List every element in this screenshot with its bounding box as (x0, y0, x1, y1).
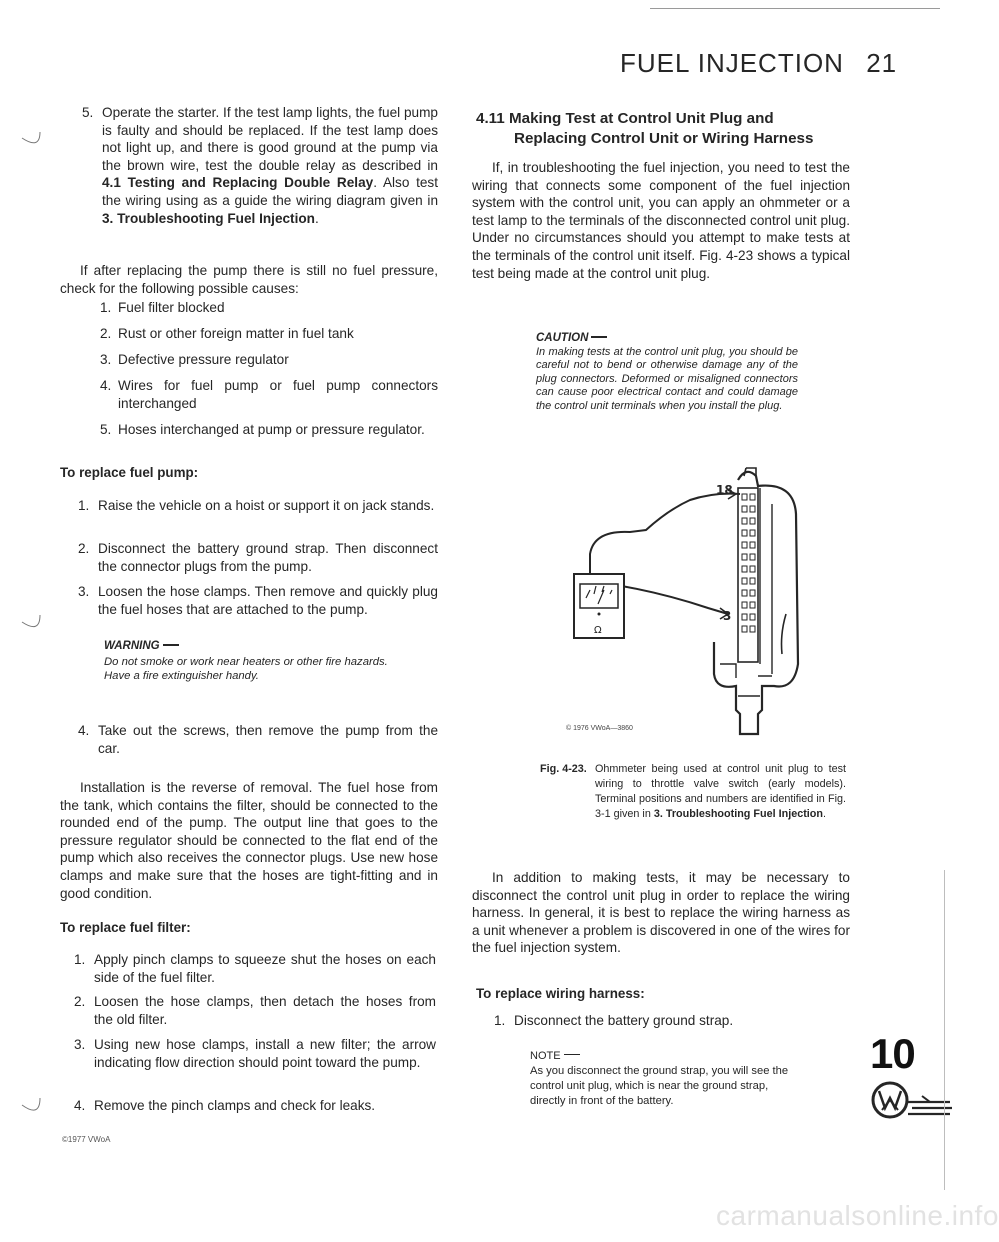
pump-step: 3. Loosen the hose clamps. Then remove and quickly plug the fuel hoses that are attached to the pump. (78, 584, 438, 617)
pump-step: 1. Raise the vehicle on a hoist or support it on jack stands. (78, 498, 435, 513)
margin-marks (0, 0, 60, 1242)
step-5-text-a: Operate the starter. If the test lamp lights, the fuel pump is faulty and should be replaced. If the test lamp does not light up, and there is good ground at the pump via the brown wire, test the double relay as described in (102, 105, 438, 173)
warning-label: WARNING (104, 640, 160, 652)
plug-terminals (742, 494, 755, 632)
figure-caption: Fig. 4-23. Ohmmeter being used at control unit plug to test wiring to throttle valve switch (early models). Terminal positions and numbers are identified in Fig. 3-1 given in 3. Troubleshooting Fuel Injection. (540, 763, 846, 820)
header-rule (650, 8, 940, 9)
replace-harness-heading: To replace wiring harness: (476, 986, 645, 1001)
note-label: NOTE (530, 1050, 561, 1062)
installation-paragraph: Installation is the reverse of removal. The fuel hose from the tank, which contains the filter, should be connected to the rounded end of the pump. The output line that goes to the pressure regulator should be connected to the flat end of the pump which also receives the connector plugs. Use new hose clamps and make sure that the hoses are tight-fitting and in good condition. (60, 780, 438, 901)
lower-connector (720, 664, 772, 696)
watermark: carmanualsonline.info (716, 1200, 999, 1231)
filter-step: 2. Loosen the hose clamps, then detach the hoses from the old filter. (74, 994, 436, 1027)
plug-housing (714, 472, 798, 734)
right-edge-line (944, 870, 945, 1190)
warning-dash (163, 644, 179, 646)
cause-item: 4. Wires for fuel pump or fuel pump connectors interchanged (100, 378, 438, 411)
replace-filter-heading: To replace fuel filter: (60, 920, 191, 935)
test-lead-lower (610, 584, 728, 614)
footer-copyright: ©1977 VWoA (62, 1135, 111, 1144)
section-tab-number: 10 (870, 1030, 915, 1077)
figure-caption-label: Fig. 4-23. (540, 763, 587, 775)
vw-logo-icon (870, 1080, 954, 1126)
page-number: 21 (866, 48, 898, 78)
caution-box (536, 328, 798, 413)
figure-credit: © 1976 VWoA—3860 (566, 725, 633, 732)
section-title-line-2: Replacing Control Unit or Wiring Harness (514, 130, 814, 147)
meter-symbol: Ω (594, 625, 602, 636)
note-box (530, 1046, 802, 1109)
warning-text: Do not smoke or work near heaters or other fire hazards. Have a fire extinguisher handy. (104, 656, 388, 682)
ref-troubleshooting: 3. Troubleshooting Fuel Injection (102, 210, 315, 226)
ref-double-relay: 4.1 Testing and Replacing Double Relay (102, 175, 374, 191)
section-heading (476, 109, 813, 149)
pump-step: 4. Take out the screws, then remove the pump from the car. (78, 723, 438, 756)
filter-step: 3. Using new hose clamps, install a new filter; the arrow indicating flow direction should point toward the pump. (74, 1037, 436, 1070)
step-number: 5. (82, 105, 94, 120)
replace-pump-heading: To replace fuel pump: (60, 465, 199, 480)
figure-4-23 (560, 464, 820, 740)
step-5-paragraph: 5. Operate the starter. If the test lamp lights, the fuel pump is faulty and should be replaced. If the test lamp does not light up, and there is good ground at the pump via the brown wire, test the double relay as described in 4.1 Testing and Replacing Double Relay. Also test the wiring using as a guide the wiring diagram given in 3. Troubleshooting Fuel Injection. (82, 105, 439, 226)
filter-step: 4. Remove the pinch clamps and check for leaks. (74, 1098, 376, 1113)
causes-intro: If after replacing the pump there is still no fuel pressure, check for the following possible causes: (60, 263, 438, 296)
header-title: FUEL INJECTION (620, 48, 844, 78)
test-lead-upper (590, 494, 740, 574)
figure-caption-text: Ohmmeter being used at control unit plug to test wiring to throttle valve switch (early models). Terminal positions and numbers are identified in Fig. 3-1 given in (595, 763, 846, 820)
harness-step: 1. Disconnect the battery ground strap. (494, 1013, 734, 1028)
warning-box (104, 636, 404, 683)
caution-text: In making tests at the control unit plug, you should be careful not to bend or otherwise damage any of the plug connectors. Deformed or misaligned connectors can cause poor electrical contact and could damage the control unit terminals when you install the plug. (536, 346, 798, 412)
cause-item: 1. Fuel filter blocked (100, 300, 225, 315)
cause-item: 2. Rust or other foreign matter in fuel tank (100, 326, 354, 341)
terminal-label-3: 3 (723, 609, 732, 623)
cause-item: 5. Hoses interchanged at pump or pressure regulator. (100, 422, 425, 437)
figure-caption-ref: 3. Troubleshooting Fuel Injection (653, 808, 823, 820)
section-title-line-1: Making Test at Control Unit Plug and (508, 110, 774, 127)
section-intro-paragraph: If, in troubleshooting the fuel injection, you need to test the wiring that connects some component of the fuel injection system with the control unit, you can apply an ohmmeter or a test lamp to the terminals of the disconnected control unit plug. Under no circumstances should you attempt to make tests at the terminals of the control unit itself. Fig. 4-23 shows a typical test being made at the control unit plug. (472, 160, 850, 281)
running-header (620, 48, 897, 79)
filter-step: 1. Apply pinch clamps to squeeze shut the hoses on each side of the fuel filter. (74, 952, 436, 985)
note-text: As you disconnect the ground strap, you will see the control unit plug, which is near the ground strap, directly in front of the battery. (530, 1065, 789, 1107)
caution-dash (591, 336, 607, 338)
hole-mark (22, 615, 40, 627)
hole-mark (22, 132, 40, 143)
harness-intro-paragraph: In addition to making tests, it may be necessary to disconnect the control unit plug in order to replace the wiring harness. In general, it is best to replace the wiring harness as a unit whenever a problem is discovered in one of the wires for the fuel injection system. (472, 870, 850, 956)
cause-item: 3. Defective pressure regulator (100, 352, 289, 367)
terminal-label-18: 18 (716, 483, 733, 497)
note-dash (564, 1054, 580, 1055)
section-number: 4.11 (476, 110, 505, 127)
hole-mark (22, 1098, 40, 1110)
caution-label: CAUTION (536, 332, 589, 344)
pump-step: 2. Disconnect the battery ground strap. Then disconnect the connector plugs from the pump. (78, 541, 438, 574)
step-5-text-b: . Also test the wiring using as a guide the wiring diagram given in (102, 175, 439, 208)
